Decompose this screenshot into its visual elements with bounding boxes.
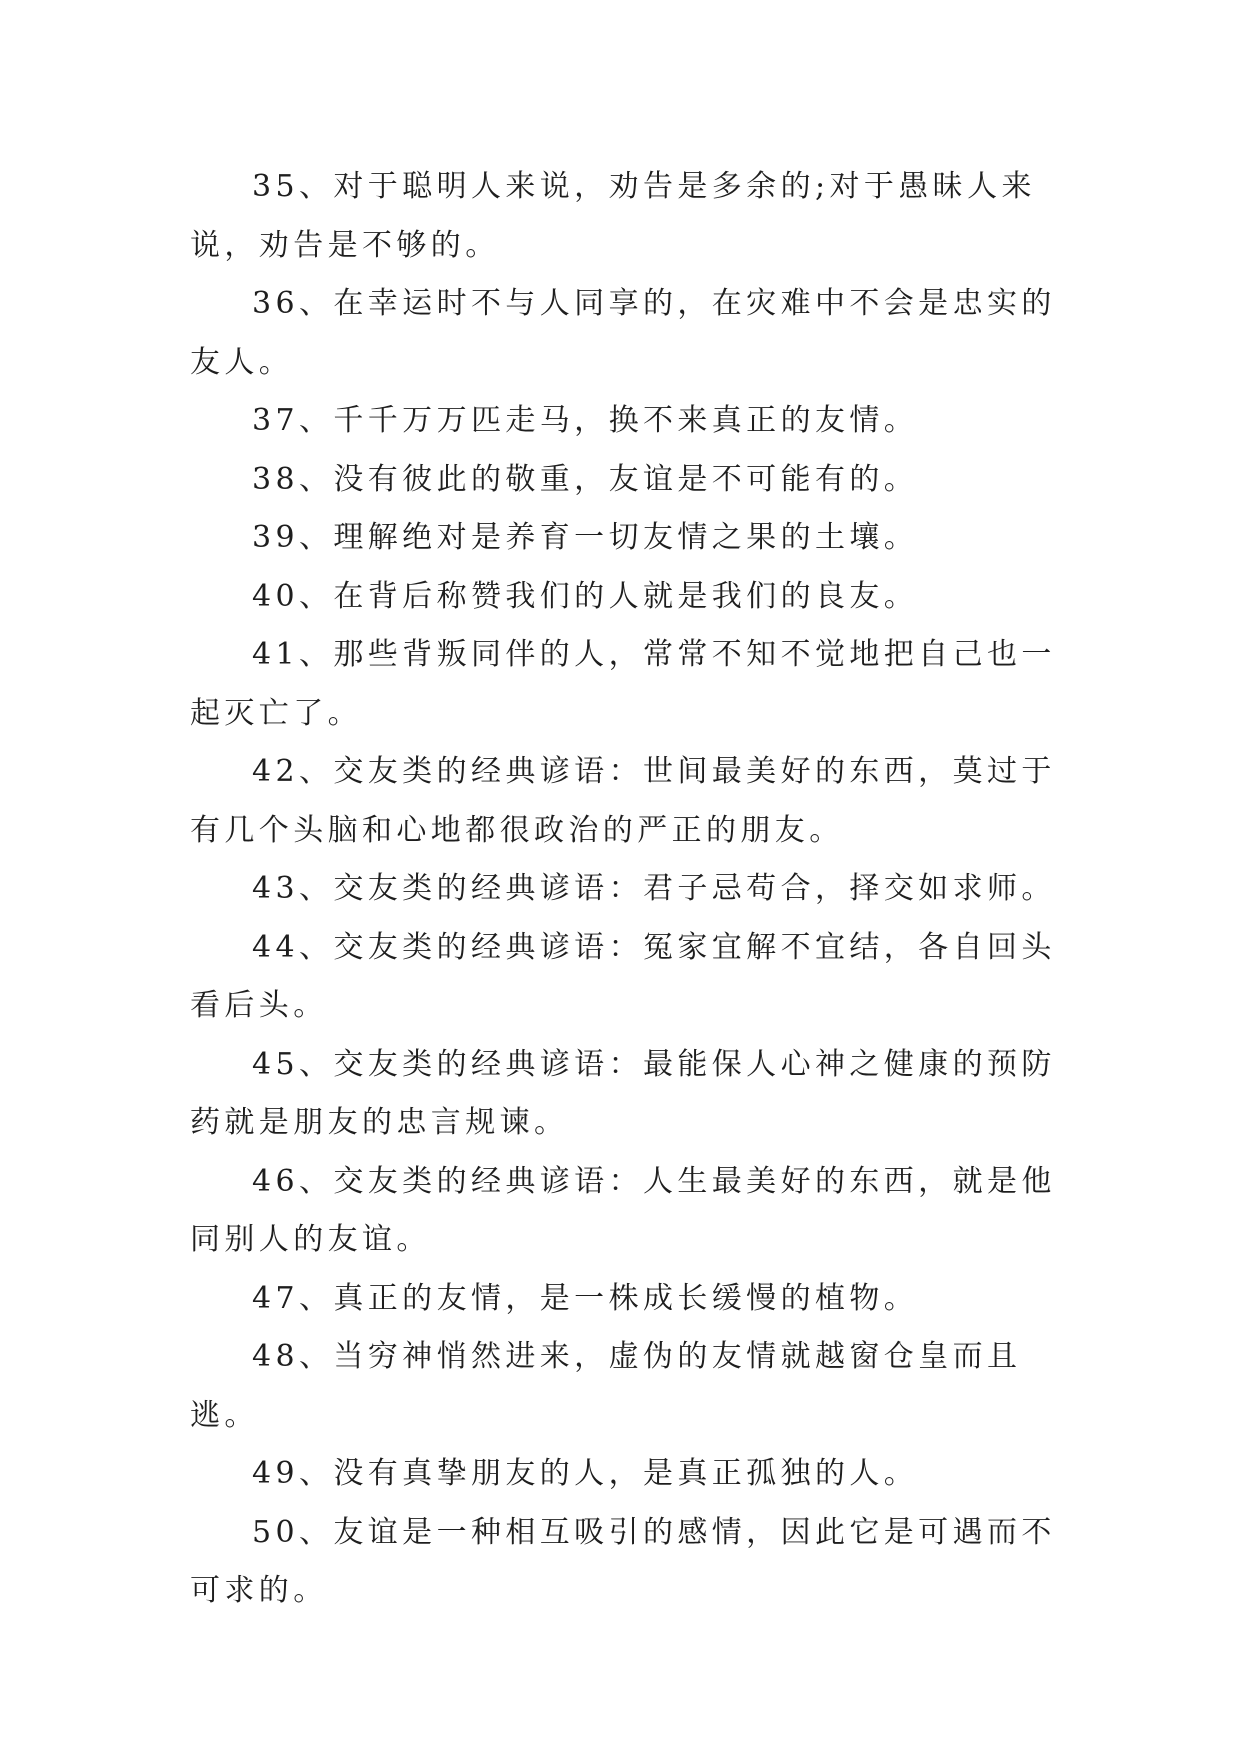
quote-paragraph: 38、没有彼此的敬重，友谊是不可能有的。 <box>252 461 919 497</box>
quote-paragraph: 50、友谊是一种相互吸引的感情，因此它是可遇而不可求的。 <box>190 1514 1056 1608</box>
quote-paragraph: 42、交友类的经典谚语：世间最美好的东西，莫过于有几个头脑和心地都很政治的严正的朋友。 <box>190 754 1056 848</box>
quote-paragraph: 48、当穷神悄然进来，虚伪的友情就越窗仓皇而且逃。 <box>190 1339 1022 1433</box>
quote-paragraph: 36、在幸运时不与人同享的，在灾难中不会是忠实的友人。 <box>190 286 1056 380</box>
quote-paragraph: 45、交友类的经典谚语：最能保人心神之健康的预防药就是朋友的忠言规谏。 <box>190 1046 1056 1140</box>
quote-paragraph: 39、理解绝对是养育一切友情之果的土壤。 <box>252 520 919 555</box>
quote-paragraph: 41、那些背叛同伴的人，常常不知不觉地把自己也一起灭亡了。 <box>190 637 1056 731</box>
quote-paragraph: 35、对于聪明人来说，劝告是多余的;对于愚昧人来说，劝告是不够的。 <box>190 169 1036 263</box>
quote-paragraph: 37、千千万万匹走马，换不来真正的友情。 <box>252 403 919 438</box>
quote-paragraph: 40、在背后称赞我们的人就是我们的良友。 <box>252 578 919 614</box>
quote-paragraph: 49、没有真挚朋友的人，是真正孤独的人。 <box>252 1456 919 1491</box>
quote-paragraph: 44、交友类的经典谚语：冤家宜解不宜结，各自回头看后头。 <box>190 929 1056 1023</box>
quote-list <box>190 158 1056 1621</box>
quote-paragraph: 46、交友类的经典谚语：人生最美好的东西，就是他同别人的友谊。 <box>190 1163 1056 1257</box>
quote-paragraph: 47、真正的友情，是一株成长缓慢的植物。 <box>252 1280 919 1316</box>
quote-paragraph: 43、交友类的经典谚语：君子忌苟合，择交如求师。 <box>252 871 1056 906</box>
